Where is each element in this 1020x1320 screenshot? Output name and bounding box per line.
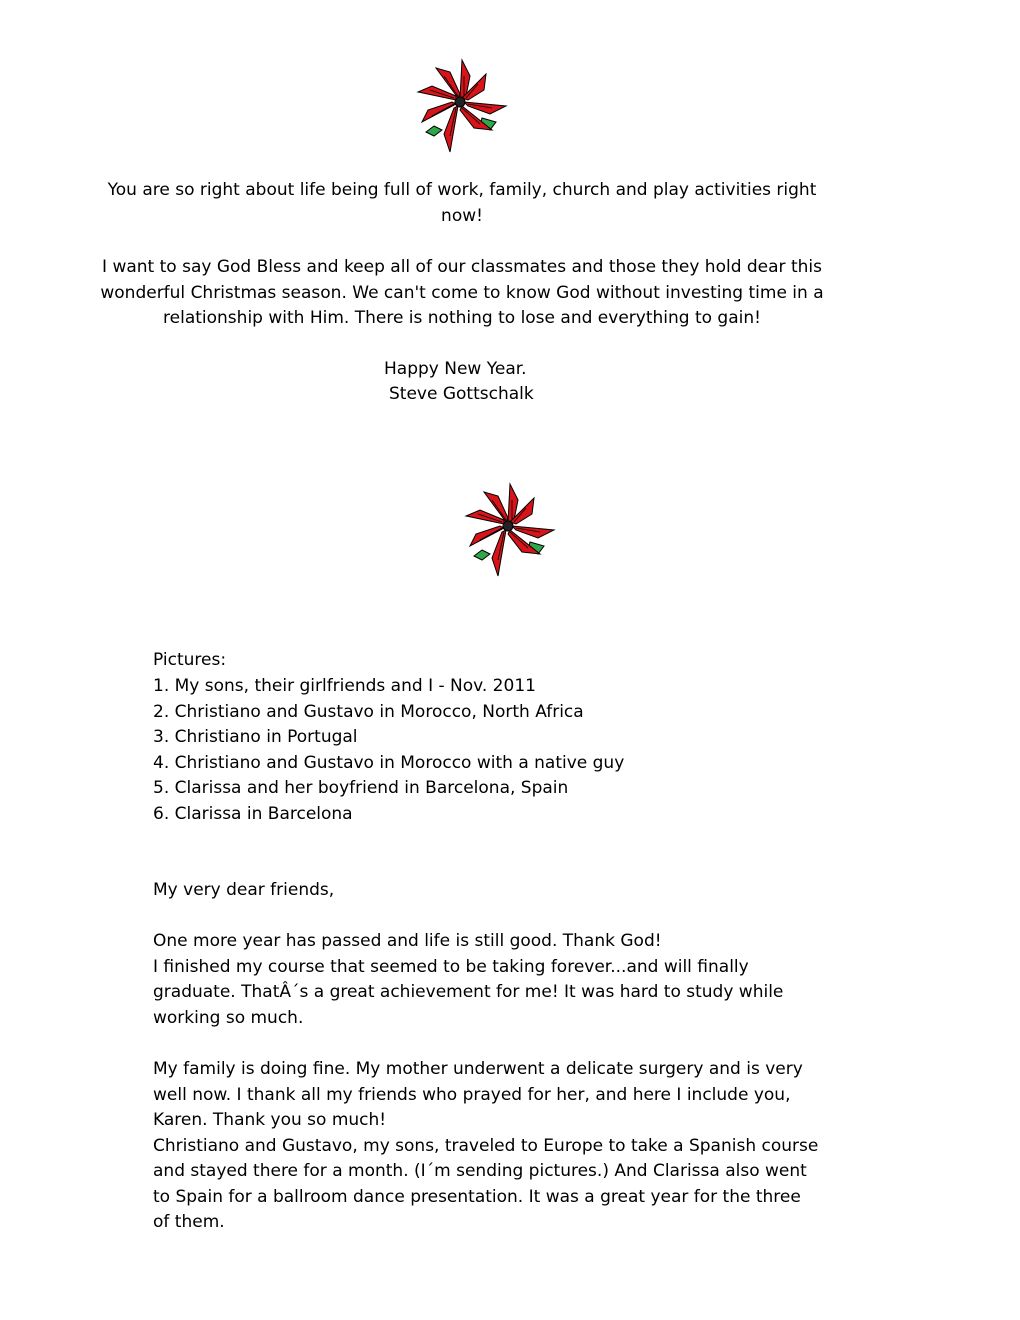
list-item: 5. Clarissa and her boyfriend in Barcelona, Spain	[153, 778, 569, 798]
header-paragraph-1	[70, 178, 854, 229]
poinsettia-graphic	[460, 480, 560, 580]
poinsettia-icon	[460, 480, 560, 580]
header-paragraph-2	[70, 255, 854, 332]
text-line: relationship with Him. There is nothing to lose and everything to gain!	[163, 308, 761, 328]
pictures-heading: Pictures:	[153, 650, 227, 670]
text-line: and stayed there for a month. (I´m sending pictures.) And Clarissa also went	[153, 1161, 807, 1181]
letter-paragraph-2	[153, 1057, 873, 1236]
letter-greeting: My very dear friends,	[153, 880, 335, 900]
text-line: of them.	[153, 1212, 225, 1232]
pictures-list	[153, 674, 873, 827]
text-line: wonderful Christmas season. We can't come to know God without investing time in a	[100, 282, 824, 303]
list-item: 4. Christiano and Gustavo in Morocco with a native guy	[153, 752, 625, 773]
text-line: You are so right about life being full of work, family, church and play activities right	[107, 180, 817, 200]
text-line: My family is doing fine. My mother underwent a delicate surgery and is very	[153, 1059, 803, 1079]
list-item: 6. Clarissa in Barcelona	[153, 803, 353, 824]
text-line: now!	[441, 205, 483, 226]
letter-paragraph-1	[153, 929, 873, 1031]
list-item: 2. Christiano and Gustavo in Morocco, North Africa	[153, 701, 584, 722]
poinsettia-graphic	[412, 56, 512, 156]
text-line: well now. I thank all my friends who prayed for her, and here I include you,	[153, 1084, 791, 1105]
text-line: to Spain for a ballroom dance presentation. It was a great year for the three	[153, 1186, 801, 1207]
poinsettia-icon	[412, 56, 512, 156]
text-line: Christiano and Gustavo, my sons, traveled to Europe to take a Spanish course	[153, 1135, 819, 1156]
list-item: 3. Christiano in Portugal	[153, 727, 358, 747]
text-line: I finished my course that seemed to be taking forever...and will finally	[153, 956, 749, 977]
text-line: I want to say God Bless and keep all of our classmates and those they hold dear this	[102, 257, 822, 277]
signature: Steve Gottschalk	[389, 384, 534, 404]
list-item: 1. My sons, their girlfriends and I - Nov. 2011	[153, 676, 536, 696]
text-line: Karen. Thank you so much!	[153, 1110, 387, 1130]
text-line: graduate. ThatÂ´s a great achievement for me! It was hard to study while	[153, 982, 784, 1002]
text-line: working so much.	[153, 1007, 304, 1028]
text-line: One more year has passed and life is still good. Thank God!	[153, 931, 662, 951]
closing-line: Happy New Year.	[384, 359, 527, 379]
